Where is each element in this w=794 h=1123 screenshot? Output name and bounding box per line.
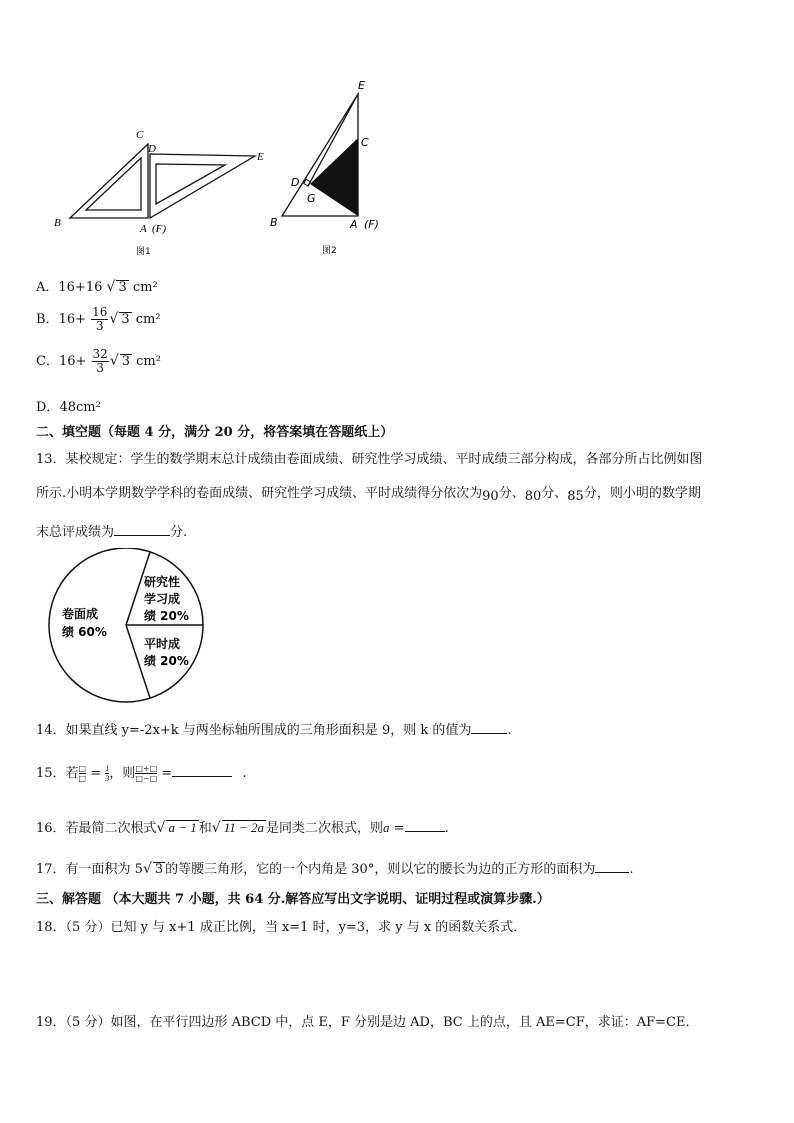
q13-line2-text: 所示.小明本学期数学学科的卷面成绩、研究性学习成绩、平时成绩得分依次为 [36,486,483,501]
q15 [36,762,246,783]
fraction-numerator: 16 [92,305,108,319]
q15-fraction-1 [79,764,87,783]
fig1-label-f: (F) [152,223,167,235]
fig1-label-d: D [148,143,156,155]
q16-prefix: 16．若最简二次根式 [36,821,157,836]
pie-slice-2-label-line-1: 研究性 [144,575,181,589]
option-a-radicand: 3 [118,280,127,295]
q14-answer-blank[interactable] [471,721,507,734]
option-b-radicand: 3 [121,312,130,327]
q13-sep-1: 分、 [498,486,525,501]
option-d-letter: D． [36,400,60,415]
fraction-denominator: □−□ [135,774,158,783]
q15-end: . [242,766,247,781]
q16-mid: 和 [198,821,212,836]
fig1-label-a: A [140,223,147,235]
q13-score-1: 90 [482,489,499,504]
q17-radicand: 3 [154,862,164,877]
q18: 18．（5 分）已知 y 与 x+1 成正比例，当 x=1 时，y=3，求 y 与 x 的函数关系式． [36,920,527,935]
q15-answer-blank[interactable] [172,764,232,777]
option-a-unit: cm² [132,280,158,295]
fraction-denominator: □ [78,774,87,783]
fig2-label-e: E [358,79,365,92]
q13-score-3: 85 [567,489,584,504]
q13-line-1: 13．某校规定：学生的数学期末总计成绩由卷面成绩、研究性学习成绩、平时成绩三部分构成，各部分所占比例如图 [36,452,703,467]
fraction-denominator: 3 [95,319,104,333]
option-a-text: 16+16 [58,280,103,295]
pie-slice-2-label-line-3: 绩 20% [144,609,189,623]
option-b [36,306,161,333]
pie-slice-3-label-line-1: 平时成 [144,637,181,651]
q15-mid: ，则 [109,766,136,781]
q16-radicand-2: 11 − 2a [223,820,264,835]
sqrt-icon: √ [211,820,221,836]
q15-fraction-3 [135,764,157,783]
pie-slice-1-label-line-2: 绩 60% [62,625,107,639]
section-2-title: 二、填空题（每题 4 分，满分 20 分，将答案填在答题纸上） [36,425,394,440]
fraction-numerator: □ [78,764,87,773]
q13-line-2 [36,482,701,504]
fraction-denominator: 3 [96,361,104,375]
q16-variable: a [383,820,390,835]
option-d [36,396,101,415]
fig2-label-a: A [350,218,358,231]
q17 [36,858,633,877]
fraction-numerator: 32 [92,347,108,361]
pie-slice-1-label-line-1: 卷面成 [62,607,99,621]
sqrt-icon: √ [106,279,116,295]
q13-line3-text: 末总评成绩为 [36,525,115,540]
option-a-letter: A． [36,280,59,295]
option-b-fraction [91,306,108,333]
q16-answer-blank[interactable] [405,819,445,832]
score-pie-chart [40,548,215,708]
option-c-text: 16+ [58,354,87,369]
fig2-shaded-region [310,138,358,216]
q14 [36,719,512,738]
fig1-label-c: C [136,129,144,141]
option-d-text: 48cm² [59,400,101,415]
fig1-label-e: E [257,151,264,163]
option-c [36,348,161,375]
option-c-fraction [92,348,109,375]
q17-suffix: 的等腰三角形，它的一个内角是 30°，则以它的腰长为边的正方形的面积为 [165,862,596,877]
figure-2 [262,76,402,262]
fig1-triangle-abc [70,144,148,218]
fraction-denominator: 3 [105,774,110,783]
option-b-unit: cm² [135,312,161,327]
fig2-caption: 图2 [322,246,337,256]
fig1-caption: 图1 [136,247,151,257]
q17-answer-blank[interactable] [595,860,629,873]
q17-end: . [629,862,634,877]
q13-line2-tail: 分，则小明的数学期 [583,486,701,501]
q15-eq-1: = [90,766,102,781]
option-c-radicand: 3 [121,354,131,369]
q13-line-3 [36,521,187,540]
q13-line3-tail: 分. [170,525,188,540]
figure-1 [40,120,280,260]
fig1-label-b: B [54,217,61,229]
fraction-numerator: 1 [105,764,110,773]
q13-score-2: 80 [524,489,542,504]
option-b-text: 16+ [58,312,86,327]
q13-answer-blank[interactable] [114,523,170,536]
fig2-label-g: G [307,192,316,205]
q15-eq-2: = [161,766,173,781]
q16 [36,817,449,836]
option-c-unit: cm² [136,354,161,369]
q14-end: . [507,723,512,738]
fig2-label-b: B [270,216,278,229]
fig1-triangle-abc-inner [86,158,141,210]
fig2-label-f: (F) [364,218,379,231]
q13-sep-2: 分、 [541,486,568,501]
q16-end: . [444,821,449,836]
option-a [36,276,158,295]
pie-slice-3-label-line-2: 绩 20% [144,654,189,668]
section-3-title: 三、解答题 （本大题共 7 小题，共 64 分.解答应写出文字说明、证明过程或演算步骤.） [36,892,550,907]
sqrt-icon: √ [109,311,119,327]
q16-suffix: 是同类二次根式，则 [266,821,384,836]
fig2-label-d: D [291,176,300,189]
sqrt-icon: √ [142,861,152,877]
q14-text: 14．如果直线 y=-2x+k 与两坐标轴所围成的三角形面积是 9，则 k 的值为 [36,723,472,738]
q16-radicand-1: a − 1 [168,820,197,835]
q16-eq: = [393,821,405,836]
fraction-numerator: □+□ [135,764,158,773]
fig2-label-c: C [361,136,369,149]
pie-slice-2-label-line-2: 学习成 [144,592,181,606]
q19: 19．（5 分）如图，在平行四边形 ABCD 中，点 E，F 分别是边 AD，BC 上的点，且 AE=CF，求证：AF=CE． [36,1015,699,1030]
option-c-letter: C． [36,354,59,369]
q17-prefix: 17．有一面积为 5 [36,862,143,877]
option-b-letter: B． [36,312,59,327]
sqrt-icon: √ [109,353,119,369]
q15-prefix: 15．若 [36,766,79,781]
sqrt-icon: √ [156,820,166,836]
fig1-triangle-dae-inner [156,164,225,204]
